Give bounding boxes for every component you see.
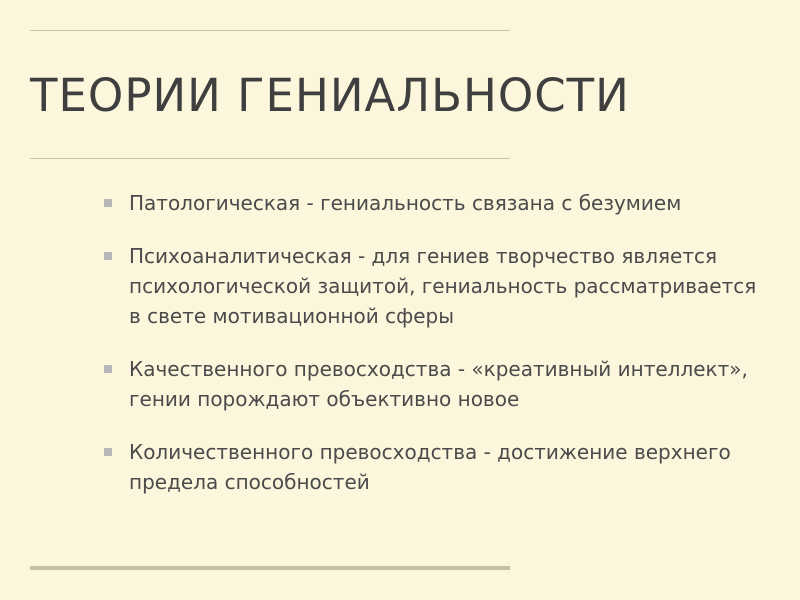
bullet-text: Психоаналитическая - для гениев творчество является психологической защитой, гениальность рассматривается в свете мотивационной сферы <box>129 244 757 328</box>
bullet-text: Качественного превосходства - «креативный интеллект», гении порождают объективно новое <box>129 357 748 411</box>
top-divider <box>30 30 510 31</box>
bullet-text: Патологическая - гениальность связана с безумием <box>129 191 682 215</box>
bullet-item-psychoanalytic <box>104 241 774 331</box>
square-bullet-icon <box>104 199 112 207</box>
bottom-divider <box>30 566 510 570</box>
square-bullet-icon <box>104 252 112 260</box>
square-bullet-icon <box>104 448 112 456</box>
square-bullet-icon <box>104 365 112 373</box>
bullet-item-pathological <box>104 188 774 218</box>
bullet-item-quantitative <box>104 437 774 497</box>
slide-title: ТЕОРИИ ГЕНИАЛЬНОСТИ <box>30 69 630 122</box>
bullet-text: Количественного превосходства - достижение верхнего предела способностей <box>129 440 731 494</box>
bullet-item-qualitative <box>104 354 774 414</box>
bullet-list <box>104 188 774 520</box>
title-divider <box>30 158 510 159</box>
